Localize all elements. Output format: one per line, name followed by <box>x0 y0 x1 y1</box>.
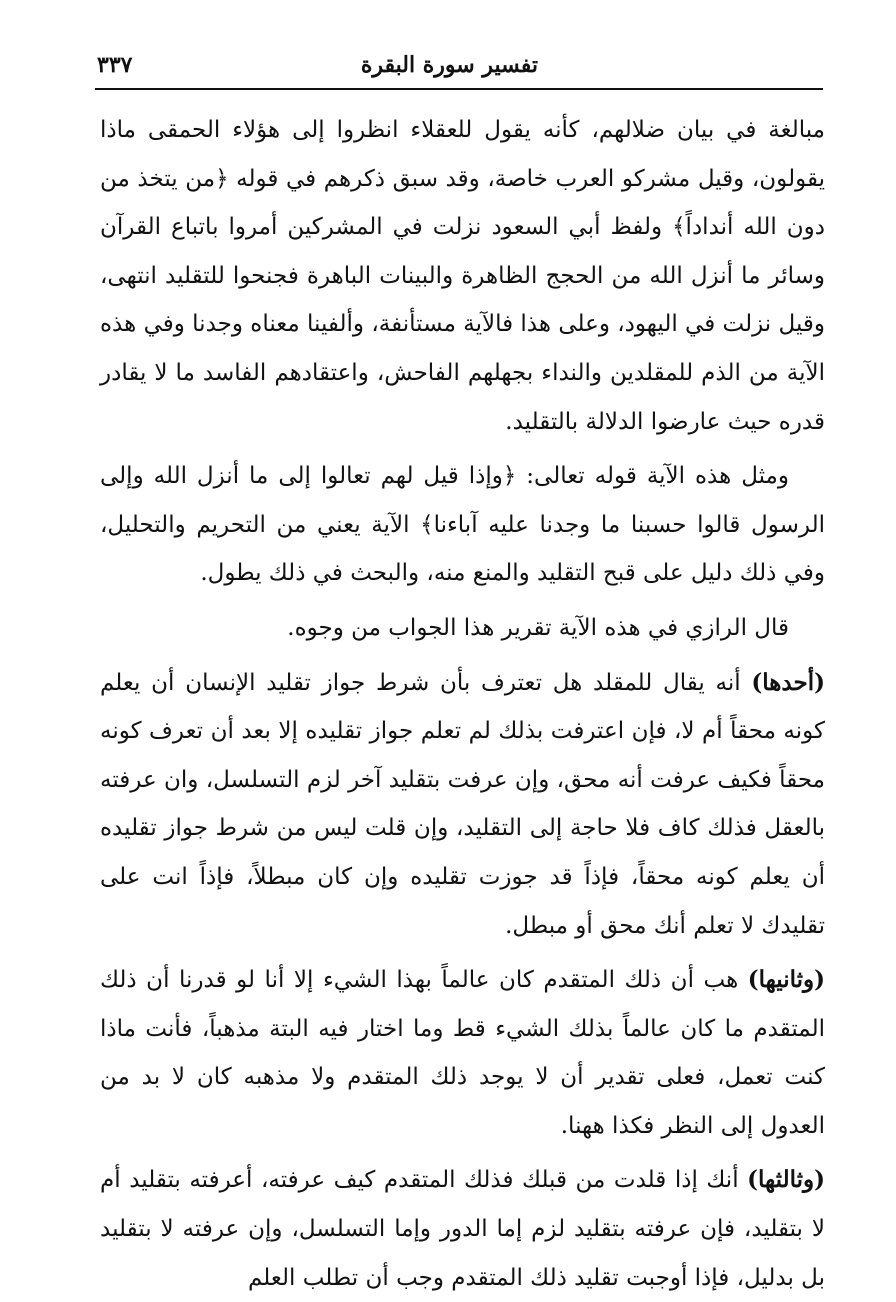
paragraph-5-text: هب أن ذلك المتقدم كان عالماً بهذا الشيء إلا أنا لو قدرنا أن ذلك المتقدم ما كان عالماً بذلك الشيء قط وما اختار فيه البتة مذهباً، فأنت ماذا كنت تعمل، فعلى تقدير أن لا يوجد ذلك المتقدم ولا مذهبه كان لا بد من العدول إلى النظر فكذا ههنا. <box>100 967 825 1139</box>
paragraph-4 <box>100 659 825 951</box>
paragraph-1: مبالغة في بيان ضلالهم، كأنه يقول للعقلاء انظروا إلى هؤلاء الحمقى ماذا يقولون، وقيل مشركو العرب خاصة، وقد سبق ذكرهم في قوله ﴿من يتخذ من دون الله أنداداً﴾ ولفظ أبي السعود نزلت في المشركين أمروا باتباع القرآن وسائر ما أنزل الله من الحجج الظاهرة والبينات الباهرة فجنحوا للتقليد انتهى، وقيل نزلت في اليهود، وعلى هذا فالآية مستأنفة، وألفينا معناه وجدنا وفي هذه الآية من الذم للمقلدين والنداء بجهلهم الفاحش، واعتقادهم الفاسد ما لا يقادر قدره حيث عارضوا الدلالة بالتقليد. <box>100 117 825 435</box>
paragraph-4-text: أنه يقال للمقلد هل تعترف بأن شرط جواز تقليد الإنسان أن يعلم كونه محقاً أم لا، فإن اعترفت بذلك لم تعلم جواز تقليده إلا بعد أن تعرف كونه محقاً فكيف عرفت أنه محق، وإن عرفت بتقليد آخر لزم التسلسل، وان عرفته بالعقل فذلك كاف فلا حاجة إلى التقليد، وإن قلت ليس من شرط جواز تقليده أن يعلم كونه محقاً، فإذاً قد جوزت تقليده وإن كان مبطلاً، فإذاً انت على تقليدك لا تعلم أنك محق أو مبطل. <box>100 669 825 939</box>
running-header <box>95 44 823 90</box>
running-title: تفسير سورة البقرة <box>360 52 538 78</box>
paragraph-2: ومثل هذه الآية قوله تعالى: ﴿وإذا قيل لهم تعالوا إلى ما أنزل الله وإلى الرسول قالوا حسبنا ما وجدنا عليه آباءنا﴾ الآية يعني من التحريم والتحليل، وفي ذلك دليل على قبح التقليد والمنع منه، والبحث في ذلك يطول. <box>100 463 825 587</box>
page-body <box>100 106 825 1291</box>
paragraph-6-lead: (وثالثها) <box>747 1166 825 1194</box>
paragraph-5-lead: (وثانيها) <box>747 966 825 994</box>
paragraph-4-lead: (أحدها) <box>751 668 825 696</box>
page-number: ٣٣٧ <box>97 52 133 78</box>
paragraph-3: قال الرازي في هذه الآية تقرير هذا الجواب من وجوه. <box>287 614 789 641</box>
paragraph-5 <box>100 956 825 1150</box>
paragraph-6 <box>100 1156 825 1302</box>
paragraph-6-text: أنك إذا قلدت من قبلك فذلك المتقدم كيف عرفته، أعرفته بتقليد أم لا بتقليد، فإن عرفته بتقليد لزم إما الدور وإما التسلسل، وإن عرفته لا بتقليد بل بدليل، فإذا أوجبت تقليد ذلك المتقدم وجب أن تطلب العلم <box>100 1167 825 1291</box>
